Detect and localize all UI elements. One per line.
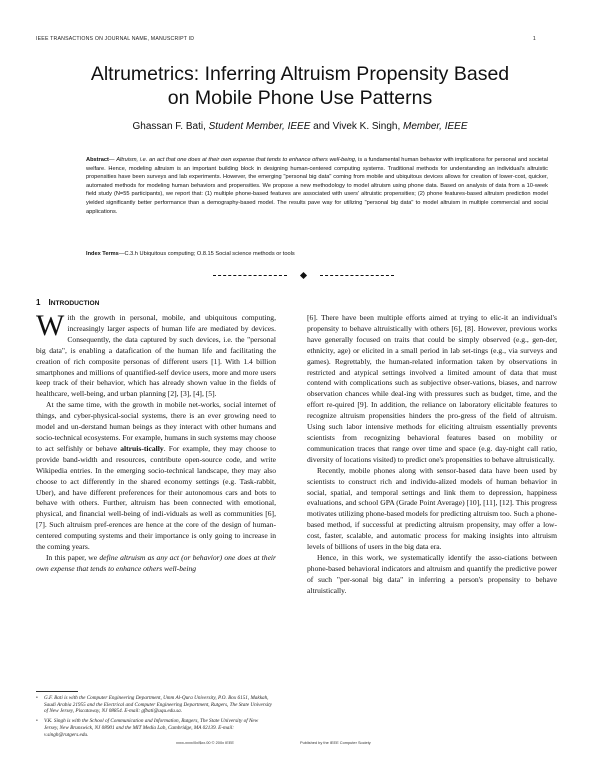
- abstract-dash: —: [108, 157, 117, 163]
- dropcap: W: [36, 309, 65, 342]
- abstract-definition: Altruism, i.e. an act that one does at their own expense that tends to enhance others well-being,: [116, 157, 357, 163]
- index-terms-text: —C.3.h Ubiquitous computing; O.8.15 Social science methods or tools: [118, 251, 295, 257]
- footnote-2-text: V.K. Singh is with the School of Communication and Information, Rutgers, The State University of New Jersey, New Brunswick, NJ 08901 and the MIT Media Lab, Cambridge, MA 02139. E-mail: v.singh@rutgers.edu.: [44, 718, 259, 738]
- abstract-text: is a fundamental human behavior with implications for personal and societal welfare. Hence, modeling altruism is an important building block in designing human-centered computing systems. Traditional methods for understanding an individual's altruistic propensities have been surveys and lab experiments. However, the emerging "personal big data" coming from mobile and ubiquitous devices allows for creation of lower-cost, quicker, automated methods for modeling human behaviors and propensities. We propose a new methodology to model altruism using phone data. Based on analysis of data from a 10-week field study (N=55 participants), we report that: (1) multiple phone-based features are associated with users' altruistic propensities; (2) phone features-based altruism prediction model yielded significantly better performance than a demography-based model. The results pave way for utilizing "personal big data" to model altruism in multiple commercial and social applications.: [86, 157, 548, 215]
- journal-name: IEEE TRANSACTIONS ON JOURNAL NAME, MANUSCRIPT ID: [36, 36, 195, 42]
- footnote-rule: [36, 691, 78, 692]
- diamond-icon: [299, 272, 306, 279]
- right-paragraph-3: Hence, in this work, we systematically identify the asso-ciations between phone-based behavioral indicators and altruism and quantify the predictive power of such "per-sonal big data" in inferring a person's propensity to behave altruistically.: [307, 552, 557, 595]
- bullet-icon: •: [36, 718, 38, 725]
- author-1-role: Student Member, IEEE: [208, 121, 311, 132]
- paragraph-1-text: ith the growth in personal, mobile, and ubiquitous computing, increasingly larger aspects of human life are mediated by devices. Consequently, the data captured by such devices, i.e. the "personal big data", is enabling a datafication of the human life and facilitating the creation of rich composite personas of different users [1]. With 1.4 billion smartphones and millions of quantified-self device users, more and more users keep track of their behavior, which has already shown value in the fields of healthcare, well-being, and urban planning [2], [3], [4], [5].: [36, 313, 276, 399]
- running-head: [36, 36, 536, 46]
- section-heading: [36, 298, 99, 307]
- left-column: [36, 309, 277, 575]
- abstract-label: Abstract: [86, 157, 109, 163]
- author-2-role: Member, IEEE: [403, 121, 468, 132]
- author-line: [30, 121, 570, 132]
- divider-dash-right: [320, 275, 394, 276]
- paper-title: [30, 62, 570, 110]
- paragraph-3: [36, 553, 276, 575]
- footnote-2: [36, 718, 272, 738]
- section-divider: [206, 271, 400, 281]
- page-number: 1: [532, 36, 536, 42]
- paragraph-3-text: In this paper, we: [46, 552, 100, 562]
- paragraph-2-bold: altruis-tically: [120, 443, 164, 453]
- author-2-name: and Vivek K. Singh,: [313, 121, 401, 132]
- paragraph-3-italic: define altruism as any act (or behavior) one does at their own expense that tends to enhance others well-being: [36, 552, 277, 573]
- publisher-line: Published by the IEEE Computer Society: [300, 740, 371, 745]
- copyright-line: xxxx-xxxx/0x/$xx.00 © 200x IEEE: [176, 740, 235, 745]
- abstract: [86, 156, 548, 216]
- right-column: [307, 313, 557, 597]
- paragraph-2: [36, 400, 276, 553]
- section-title-initial: I: [48, 298, 51, 307]
- title-line-1: Altrumetrics: Inferring Altruism Propensity Based: [90, 63, 510, 85]
- paragraph-1: [36, 309, 276, 400]
- paragraph-2-text-a: At the same time, with the growth in mobile net-works, social internet of things, and cyber-physical-social systems, there is an ever growing need to model and un-derstand human beings as they interact with other humans and socio-technical ecosystems. For example, humans in such systems may choose to act selfishly or behave: [36, 400, 276, 453]
- divider-dash-left: [213, 275, 287, 276]
- footnote-1-text: G.F. Bati is with the Computer Engineering Department, Umm Al-Qura University, P.O. Box 6151, Makkah, Saudi Arabia 21955 and the Electrical and Computer Engineering Department, Rutgers, The State University of New Jersey, Piscataway, NJ 08854. E-mail: gfbati@uqu.edu.sa.: [44, 695, 272, 715]
- index-terms: [86, 250, 548, 259]
- footnote-1: [36, 695, 272, 715]
- section-title-rest: NTRODUCTION: [50, 300, 100, 307]
- index-terms-label: Index Terms: [86, 251, 119, 257]
- bullet-icon: •: [36, 695, 38, 701]
- right-paragraph-2: Recently, mobile phones along with sensor-based data have been used by scientists to construct rich and individu-alized models of human behavior in social, spatial, and temporal settings and link them to depression, happiness evaluations, and school GPA (Grade Point Average) [10], [11], [12]. This progress motivates utilizing phone-based models for predicting altruism too. Such a phone-based method, if successful at predicting altruism propensity, may offer a low-cost, faster, scalable, and automatic process for making insights into altruism levels of billions of users in the big data era.: [307, 465, 557, 552]
- paragraph-2-text-b: . For example, they may choose to provide band-width and resources, contribute open-source code, and write Wikipedia entries. In the emerging socio-technical landscape, they may also choose to act differently in the shared economy settings (e.g. Task-rabbit, Uber), and have different preferences for their autonomous cars and bots to behave with others. Further, altruism has been connected with emotional, physical, and financial well-being of indi-viduals as well as communities [6], [7]. Such altruism pref-erences are hence at the core of the design of human-centered computing systems and their importance is only going to increase in the coming years.: [36, 443, 276, 552]
- page-footer: [0, 740, 600, 748]
- section-number: 1: [36, 298, 41, 307]
- footnotes: [36, 695, 272, 741]
- right-paragraph-1: [6]. There have been multiple efforts aimed at trying to elic-it an individual's propensity to behave altruistically with others [6], [8]. However, previous works have generally focused on traits that could be simply observed (e.g., gen-der, ethnicity, age) or elicited in a small period in lab set-tings (e.g., via surveys and games). Regrettably, the human-related information taken by observations in restricted and atypical settings involved a limited amount of data that must contend with complications such as subjective obser-vations, biases, and narrow observation chances while deal-ing with pressures such as budget, time, and the effort re-quired [9]. In addition, the reliance on laboratory elicitable features to recognize altruism propensities hinders the pro-gress of the field of altruism. Using such labor intensive methods for eliciting altruism essentially prevents scientists from recognizing behavioral features based on mobility or communication traces that range over time and space (e.g. day-night call ratio, diversity of locations visited) to predict one's propensities to behave altruistically.: [307, 313, 557, 464]
- title-line-2: on Mobile Phone Use Patterns: [167, 87, 433, 109]
- author-1-name: Ghassan F. Bati,: [132, 121, 206, 132]
